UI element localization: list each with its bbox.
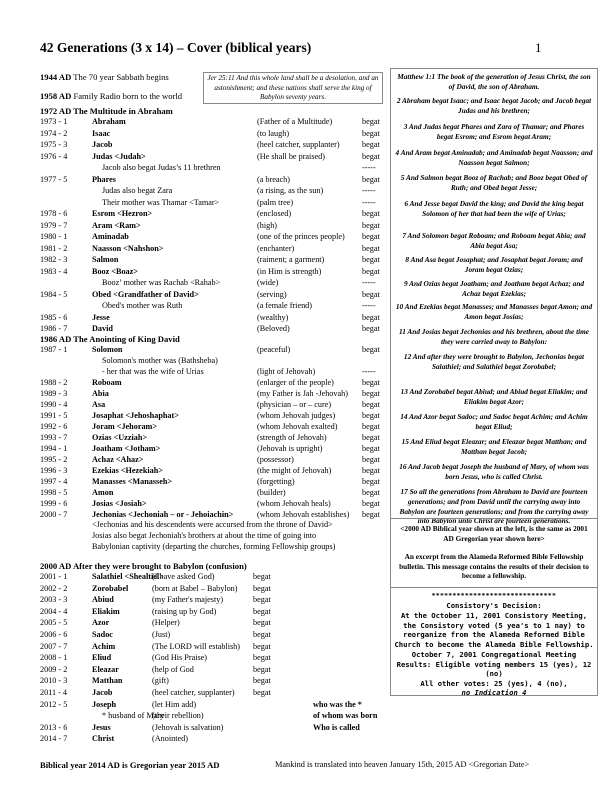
year-cell: 2010 - 3 — [40, 676, 68, 686]
begat-cell: begat — [253, 618, 271, 628]
name-cell: Jacob also begat Judas’s 11 brethren — [102, 163, 221, 172]
year-cell: 1984 - 5 — [40, 289, 68, 299]
begat-cell: begat — [362, 128, 380, 138]
meaning-cell: (God His Praise) — [152, 653, 208, 663]
year-cell: 1997 - 4 — [40, 477, 68, 486]
all-other-votes: All other votes: 25 (yes), 4 (no), — [420, 679, 568, 688]
name-cell: Jechonias <Jechoniah – or - Jehoiachin> — [92, 510, 234, 519]
year-cell: 2014 - 7 — [40, 734, 68, 744]
meaning-cell: (whom Jehovah heals) — [257, 499, 331, 508]
meaning-cell: (raising up by God) — [152, 606, 217, 616]
year-cell: 1986 - 7 — [40, 324, 68, 333]
begat-cell: begat — [362, 499, 380, 508]
name-cell: Eleazar — [92, 664, 119, 674]
year-cell: 1980 - 1 — [40, 232, 68, 241]
name-cell: Manasses <Manasseh> — [92, 477, 173, 486]
name-cell: Aminadab — [92, 232, 129, 241]
year-cell: 1981 - 2 — [40, 243, 68, 253]
name-cell: Phares — [92, 174, 116, 184]
name-cell: Salathiel <Shealtiel> — [92, 572, 164, 581]
matthew-verse: 14 And Azor begat Sadoc; and Sadoc begat Achim; and Achim begat Eliud; — [400, 412, 588, 431]
begat-cell: begat — [253, 688, 271, 697]
header-line-1 — [40, 72, 169, 82]
meaning-cell: (heel catcher, supplanter) — [257, 140, 340, 149]
name-cell: Eliakim — [92, 606, 120, 616]
meaning-cell: (a breach) — [257, 174, 290, 184]
begat-cell: ----- — [362, 163, 376, 172]
matthew-verse: 4 And Aram begat Aminadab; and Aminadab begat Naasson; and Naasson begat Salmon; — [395, 148, 593, 167]
note-text: <Jechonias and his descendents were accursed from the throne of David> — [92, 520, 333, 529]
meaning-cell: (a rising, as the sun) — [257, 186, 324, 195]
meaning-cell: (peaceful) — [257, 345, 291, 354]
matthew-verse: 15 And Eliud begat Eleazar; and Eleazar begat Matthan; and Matthan begat Jacob; — [401, 437, 587, 456]
begat-cell: begat — [362, 220, 380, 230]
bulletin-excerpt: An excerpt from the Alameda Reformed Bible Fellowship bulletin. This message contains the results of their decision to become a fellowship. — [399, 552, 589, 580]
name-cell: Booz <Boaz> — [92, 266, 138, 276]
name-cell: Joram <Jehoram> — [92, 422, 158, 431]
year-cell: 1992 - 6 — [40, 422, 68, 431]
name-cell: Ezekias <Hezekiah> — [92, 466, 163, 475]
year-cell: 1975 - 3 — [40, 140, 68, 149]
name-cell: Josias <Josiah> — [92, 499, 147, 508]
name-cell: Abiud — [92, 595, 114, 605]
begat-cell: ----- — [362, 301, 376, 310]
begat-cell: begat — [362, 400, 380, 409]
name-cell: Achim — [92, 641, 116, 651]
meaning-cell: (palm tree) — [257, 197, 294, 207]
meaning-cell: (enclosed) — [257, 209, 292, 218]
year-cell: 1978 - 6 — [40, 209, 68, 218]
meaning-cell: (gift) — [152, 676, 169, 686]
meaning-cell: (serving) — [257, 289, 287, 299]
name-cell: Isaac — [92, 128, 111, 138]
begat-cell: begat — [362, 140, 380, 149]
matthew-verse: 11 And Josias begat Jechonias and his brethren, about the time they were carried away to Babylon: — [398, 327, 590, 346]
meaning-cell: (whom Jehovah exalted) — [257, 422, 338, 431]
matthew-verse: 8 And Asa begat Josaphat; and Josaphat begat Joram; and Joram begat Ozias; — [405, 255, 583, 274]
meaning-cell: (physician – or – cure) — [257, 400, 332, 409]
header-year: 1958 AD — [40, 91, 72, 101]
year-cell: 2011 - 4 — [40, 688, 67, 697]
note-cell: who was the * — [313, 699, 362, 709]
name-cell: David — [92, 324, 113, 333]
meaning-cell: (heel catcher, supplanter) — [152, 688, 235, 697]
header-text: Family Radio born to the world — [73, 91, 183, 101]
begat-cell: begat — [362, 117, 380, 126]
begat-cell: begat — [253, 572, 271, 581]
consistory-decision-box — [390, 518, 598, 696]
begat-cell: begat — [253, 676, 271, 686]
name-cell: Eliud — [92, 653, 112, 663]
year-cell: 1993 - 7 — [40, 433, 68, 442]
meaning-cell: (possessor) — [257, 455, 294, 464]
begat-cell: begat — [362, 411, 380, 420]
meaning-cell: (whom Jehovah judges) — [257, 411, 336, 420]
meaning-cell: (Jehovah is upright) — [257, 444, 323, 453]
begat-cell: begat — [362, 266, 380, 276]
meaning-cell: (whom Jehovah establishes) — [257, 510, 350, 519]
matthew-genealogy-box — [390, 68, 598, 588]
begat-cell: begat — [362, 255, 380, 264]
name-cell: Jesse — [92, 312, 110, 322]
footer-left: Biblical year 2014 AD is Gregorian year 2015 AD — [40, 760, 220, 770]
name-cell: Jacob — [92, 688, 113, 697]
name-cell: Roboam — [92, 378, 122, 387]
begat-cell: begat — [362, 243, 380, 253]
matthew-verse: 7 And Solomon begat Roboam; and Roboam begat Abia; and Abia begat Asa; — [402, 231, 586, 250]
year-cell: 1994 - 1 — [40, 444, 68, 453]
meaning-cell: (the might of Jehovah) — [257, 466, 332, 475]
year-cell: 2002 - 2 — [40, 583, 68, 593]
meaning-cell: (let Him add) — [152, 699, 197, 709]
begat-cell: begat — [362, 345, 380, 354]
begat-cell: begat — [362, 466, 380, 475]
meaning-cell: (Anointed) — [152, 734, 188, 744]
note-cell: Who is called — [313, 722, 360, 732]
begat-cell: begat — [362, 151, 380, 161]
year-cell: 2003 - 3 — [40, 595, 68, 605]
begat-cell: begat — [362, 422, 380, 431]
begat-cell: begat — [362, 477, 380, 486]
year-cell: 1985 - 6 — [40, 312, 68, 322]
header-year: 1944 AD — [40, 72, 72, 82]
meaning-cell: (The LORD will establish) — [152, 641, 240, 651]
begat-cell: ----- — [362, 367, 376, 376]
name-cell: Obed <Grandfather of David> — [92, 289, 199, 299]
begat-cell: begat — [253, 583, 271, 593]
meaning-cell: (one of the princes people) — [257, 232, 345, 241]
name-cell: Amon — [92, 488, 114, 497]
name-cell: Booz’ mother was Rachab <Rahab> — [102, 278, 221, 287]
year-cell: 1989 - 3 — [40, 389, 68, 398]
name-cell: Abraham — [92, 117, 126, 126]
meaning-cell: (their rebellion) — [152, 711, 204, 721]
year-cell: 1973 - 1 — [40, 117, 68, 126]
year-cell: 2009 - 2 — [40, 664, 68, 674]
name-cell: - her that was the wife of Urias — [102, 367, 204, 376]
meaning-cell: (a female friend) — [257, 301, 313, 310]
matthew-verse: 10 And Ezekias begat Manasses; and Manasses begat Amon; and Amon begat Josias; — [395, 302, 593, 321]
year-cell: 1991 - 5 — [40, 411, 68, 420]
footer-right: Mankind is translated into heaven January 15th, 2015 AD <Gregorian Date> — [275, 760, 530, 769]
year-cell: 2001 - 1 — [40, 572, 68, 581]
header-text: The 70 year Sabbath begins — [73, 72, 169, 82]
name-cell: Zorobabel — [92, 583, 129, 593]
name-cell: Sadoc — [92, 630, 113, 639]
year-cell: 1979 - 7 — [40, 220, 68, 230]
year-cell: 2000 - 7 — [40, 510, 68, 519]
name-cell: Asa — [92, 400, 106, 409]
meaning-cell: (wealthy) — [257, 312, 289, 322]
note-text: Babylonian captivity (departing the churches, forming Fellowship groups) — [92, 542, 336, 551]
matthew-verse: 13 And Zorobabel begat Abiud; and Abiud begat Eliakim; and Eliakim begat Azor; — [400, 387, 588, 406]
meaning-cell: (help of God — [152, 664, 194, 674]
begat-cell: begat — [362, 444, 380, 453]
name-cell: Salmon — [92, 255, 119, 264]
year-cell: 1977 - 5 — [40, 174, 68, 184]
star-divider: ****************************** — [431, 591, 557, 600]
begat-cell: begat — [253, 606, 271, 616]
begat-cell: ----- — [362, 278, 376, 287]
year-cell: 1987 - 1 — [40, 345, 68, 354]
name-cell: Josaphat <Jehoshaphat> — [92, 411, 179, 420]
matthew-verse: 3 And Judas begat Phares and Zara of Thamar; and Phares begat Esrom; and Esrom begat Aram; — [403, 122, 585, 141]
begat-cell: begat — [362, 378, 380, 387]
begat-cell: begat — [362, 324, 380, 333]
note-text: Josias also begat Jechoniah's brothers at about the time of going into — [92, 531, 317, 540]
matthew-verse: Matthew 1:1 The book of the generation of Jesus Christ, the son of David, the son of Abraham. — [397, 72, 591, 91]
name-cell: Naasson <Nahshon> — [92, 243, 164, 253]
matthew-verse: 6 And Jesse begat David the king; and David the king begat Solomon of her that had been the wife of Urias; — [404, 199, 584, 218]
name-cell: Obed's mother was Ruth — [102, 301, 183, 310]
year-cell: 2005 - 5 — [40, 618, 68, 628]
name-cell: Abia — [92, 389, 109, 398]
meaning-cell: (He shall be praised) — [257, 151, 325, 161]
year-cell: 1990 - 4 — [40, 400, 68, 409]
name-cell: Jesus — [92, 722, 111, 732]
name-cell: Joseph — [92, 699, 117, 709]
year-cell: 1983 - 4 — [40, 266, 68, 276]
name-cell: Judas also begat Zara — [102, 186, 173, 195]
name-cell: Joatham <Jotham> — [92, 444, 161, 453]
begat-cell: begat — [362, 510, 380, 519]
year-cell: 1976 - 4 — [40, 151, 68, 161]
meaning-cell: (forgetting) — [257, 477, 295, 486]
year-cell: 2013 - 6 — [40, 722, 68, 732]
begat-cell: begat — [362, 174, 380, 184]
meaning-cell: (strength of Jehovah) — [257, 433, 327, 442]
name-cell: Jacob — [92, 140, 113, 149]
name-cell: * husband of Mary — [102, 711, 165, 721]
begat-cell: begat — [253, 630, 271, 639]
page-number: 1 — [535, 40, 542, 55]
meaning-cell: (Jehovah is salvation) — [152, 722, 224, 732]
matthew-verse: 17 So all the generations from Abraham to David are fourteen generations; and from David until the carrying away into Babylon are fourteen generations; and from the carrying away into Babylon unto Christ are fourteen generations. — [399, 487, 589, 526]
begat-cell: begat — [362, 389, 380, 398]
begat-cell: begat — [253, 595, 271, 605]
jeremiah-quote: Jer 25:11 And this whole land shall be a desolation, and an astonishment; and these nations shall serve the king of Babylon seventy years. — [203, 72, 383, 104]
matthew-verse: 12 And after they were brought to Babylon, Jechonias begat Salathiel; and Salathiel begat Zorobabel; — [403, 352, 585, 371]
page-title: 42 Generations (3 x 14) – Cover (biblical years) — [40, 40, 312, 55]
meaning-cell: (I have asked God) — [152, 572, 215, 581]
meaning-cell: (born at Babel – Babylon) — [152, 583, 238, 593]
meeting-results: October 7, 2001 Congregational Meeting Results: Eligible voting members 15 (yes), 12 (no) — [396, 650, 592, 678]
name-cell: Their mother was Thamar <Tamar> — [102, 197, 220, 207]
meaning-cell: (enlarger of the people) — [257, 378, 334, 387]
year-cell: 1982 - 3 — [40, 255, 68, 264]
meaning-cell: (Beloved) — [257, 324, 290, 333]
section-heading-abraham: 1972 AD The Multitude in Abraham — [40, 106, 173, 116]
decision-text: At the October 11, 2001 Consistory Meeting, the Consistory voted (5 yea's to 1 nay) to reorganize from the Alameda Reformed Bible Church to become the Alameda Bible Fellowship. — [394, 611, 594, 649]
begat-cell: begat — [362, 433, 380, 442]
name-cell: Solomon's mother was (Bathsheba) — [102, 356, 218, 365]
decision-title: Consistory's Decision: — [446, 601, 542, 610]
meaning-cell: (light of Jehovah) — [257, 367, 316, 376]
year-cell: 2008 - 1 — [40, 653, 68, 663]
name-cell: Aram <Ram> — [92, 220, 141, 230]
year-cell: 1995 - 2 — [40, 455, 68, 464]
header-line-2 — [40, 91, 182, 101]
section-heading-david: 1986 AD The Anointing of King David — [40, 334, 180, 344]
matthew-verse: 9 And Ozias begat Joatham; and Joatham begat Achaz; and Achaz begat Ezekias; — [403, 279, 585, 298]
name-cell: Matthan — [92, 676, 123, 686]
no-indication: no Indication 4 — [461, 688, 527, 697]
year-cell: 1999 - 6 — [40, 499, 68, 508]
year-cell: 1996 - 3 — [40, 466, 68, 475]
meaning-cell: (high) — [257, 220, 278, 230]
name-cell: Christ — [92, 734, 115, 744]
note-cell: of whom was born — [313, 711, 378, 721]
begat-cell: begat — [362, 455, 380, 464]
begat-cell: begat — [362, 232, 380, 241]
begat-cell: ----- — [362, 197, 376, 207]
meaning-cell: (enchanter) — [257, 243, 295, 253]
year-cell: 2006 - 6 — [40, 630, 68, 639]
meaning-cell: (wide) — [257, 278, 279, 287]
name-cell: Solomon — [92, 345, 123, 354]
section-heading-babylon: 2000 AD After they were brought to Babylon (confusion) — [40, 561, 247, 571]
year-cell: 2012 - 5 — [40, 699, 68, 709]
year-cell: 1998 - 5 — [40, 488, 68, 497]
begat-cell: begat — [362, 312, 380, 322]
begat-cell: begat — [253, 653, 271, 663]
meaning-cell: (Father of a Multitude) — [257, 117, 333, 126]
meaning-cell: (my Father's majesty) — [152, 595, 224, 605]
matthew-verse: 2 Abraham begat Isaac; and Isaac begat Jacob; and Jacob begat Judas and his brethren; — [396, 96, 592, 115]
name-cell: Judas <Judah> — [92, 151, 146, 161]
name-cell: Esrom <Hezron> — [92, 209, 153, 218]
begat-cell: ----- — [362, 186, 376, 195]
begat-cell: begat — [253, 664, 271, 674]
matthew-verse: 5 And Salmon begat Booz of Rachab; and Booz begat Obed of Ruth; and Obed begat Jesse; — [400, 173, 588, 192]
year-cell: 1974 - 2 — [40, 128, 68, 138]
meaning-cell: (my Father is Jah -Jehovah) — [257, 389, 348, 398]
meaning-cell: (raiment; a garment) — [257, 255, 325, 264]
name-cell: Achaz <Ahaz> — [92, 455, 144, 464]
name-cell: Azor — [92, 618, 110, 628]
begat-cell: begat — [253, 641, 271, 651]
begat-cell: begat — [362, 289, 380, 299]
meaning-cell: (Just) — [152, 630, 171, 639]
meaning-cell: (in Him is strength) — [257, 266, 322, 276]
matthew-verse: 16 And Jacob begat Joseph the husband of Mary, of whom was born Jesus, who is called Christ. — [399, 462, 589, 481]
meaning-cell: (Helper) — [152, 618, 180, 628]
name-cell: Ozias <Uzziah> — [92, 433, 148, 442]
begat-cell: begat — [362, 488, 380, 497]
year-cell: 2007 - 7 — [40, 641, 68, 651]
begat-cell: begat — [362, 209, 380, 218]
meaning-cell: (builder) — [257, 488, 286, 497]
meaning-cell: (to laugh) — [257, 128, 290, 138]
gregorian-note: <2000 AD Biblical year shown at the left, is the same as 2001 AD Gregorian year shown here> — [400, 524, 588, 543]
year-cell: 2004 - 4 — [40, 606, 68, 616]
year-cell: 1988 - 2 — [40, 378, 68, 387]
